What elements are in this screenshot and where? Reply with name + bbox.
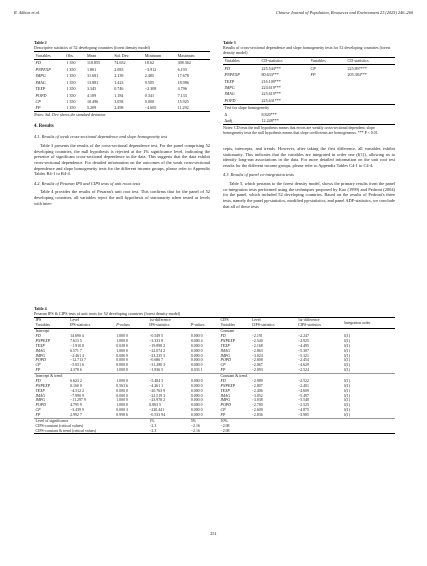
t4-cell: I(1)	[344, 363, 351, 368]
t2-cell: 10.496	[86, 99, 99, 105]
t4-cell: IMAG	[220, 393, 231, 398]
t4-ipsstat2-head: IPS-statistics	[148, 323, 190, 328]
t4-pval2-head: P-values	[189, 323, 219, 328]
t4-cell: −2.247	[297, 334, 309, 339]
t4-sig-value: −2.3	[148, 428, 190, 433]
t4-cell: 0.000 0	[190, 363, 203, 368]
t4-cell: I(1)	[344, 353, 351, 358]
subsection-4-1: 4.1. Results of weak cross-sectional dependence and slope homogeneity test	[34, 134, 168, 140]
t4-sig-label: Level of significance	[34, 418, 148, 423]
t4-cell: −4.609	[297, 388, 309, 393]
t4-cell: −2.524	[297, 368, 309, 373]
t4-cell: 1.000 0	[116, 403, 128, 408]
t3-cell	[346, 97, 395, 104]
table-row	[34, 105, 210, 112]
t4-sig-label: CIPS-constant (critical values)	[35, 423, 84, 428]
table2-note: Notes: Std. Dev. shows the standard deviation.	[34, 113, 107, 118]
t4-cell: −2.808	[251, 358, 263, 363]
t2-cell: 3.345	[86, 86, 97, 92]
t4-cell: −2.925	[297, 338, 309, 343]
t4-cell: 4.795 9	[70, 403, 82, 408]
t4-group-label: Constant	[220, 329, 235, 334]
t4-cell: 4.378 6	[70, 368, 82, 373]
t4-cell: FP	[220, 368, 226, 373]
t4-cell: 0.000 0	[190, 413, 203, 418]
t2-cell: 1 350	[66, 73, 76, 79]
t4-cell: −2.863	[251, 348, 263, 353]
t4-cell: −2.780	[251, 403, 263, 408]
t4-cell: −1.910 8	[70, 343, 84, 348]
t4-cell: IMPG	[35, 398, 46, 403]
t4-cell: −3.052	[251, 393, 263, 398]
t4-cell: −3.038	[251, 398, 263, 403]
t3-cell: 225.897***	[347, 65, 367, 71]
table2	[34, 51, 210, 112]
t4-cell: FD	[220, 378, 226, 383]
t4-cell: I(1)	[344, 403, 351, 408]
t4-cell: I(1)	[344, 393, 351, 398]
t2-col-header: Minimum	[143, 52, 176, 59]
t4-cell: 0.998 6	[116, 413, 128, 418]
t4-cell: I(1)	[344, 398, 351, 403]
t4-cell: PNPEXP	[220, 383, 235, 388]
t4-cell: FD	[220, 334, 226, 339]
t4-cell: 0.000 0	[190, 353, 203, 358]
t4-cell: IMAG	[220, 348, 231, 353]
table2-caption: Table 2	[34, 40, 47, 45]
t4-sig-value: 5%	[189, 418, 219, 423]
t4-cell: 0.000 0	[116, 393, 128, 398]
t2-cell: 1 350	[66, 86, 76, 92]
t4-variables2-head: Variables	[219, 323, 250, 328]
t3-cell: CP	[310, 65, 316, 71]
t4-cell: −2.609	[251, 408, 263, 413]
t2-cell: FD	[35, 60, 41, 66]
t2-col-header: Maximum	[176, 52, 210, 59]
table4-block	[34, 306, 395, 434]
t2-cell: 110.855	[86, 60, 101, 66]
t4-cell: −4.875	[297, 408, 309, 413]
t4-cell: −3.985	[297, 413, 309, 418]
t2-cell: 1 350	[65, 105, 86, 112]
t4-cell: 0.000 0	[190, 383, 203, 388]
table-row	[223, 118, 395, 125]
t2-cell: 3.058	[114, 99, 124, 105]
t4-cell: −12.713 7	[70, 358, 86, 363]
t4-pval-head: P-values	[115, 323, 148, 328]
t4-cell: 2.992 7	[70, 413, 82, 418]
table-row	[223, 65, 395, 72]
t4-cell: −4.629	[297, 363, 309, 368]
t4-sig-value: −2.3	[149, 423, 157, 428]
t4-cell: −23.978 2	[149, 398, 166, 403]
t4-cell: CP	[220, 408, 226, 413]
t2-cell: 1 350	[66, 79, 76, 85]
t4-cell: −4.261 1	[149, 383, 164, 388]
table-row	[34, 59, 210, 66]
t4-group-label: Constant & trend	[219, 373, 395, 378]
t4-cell: −4.495	[297, 343, 309, 348]
t2-cell: POPD	[35, 92, 47, 98]
t4-cell: 0.863 5	[149, 403, 161, 408]
t3-cell	[309, 97, 346, 104]
t3-slope-title: Test for slope homogeneity	[223, 104, 395, 111]
t4-cell: TEXP	[35, 343, 45, 348]
paragraph-4-1: Table 3 presents the results of the cross-sectional dependence test. For the panel comprising 52 developing countries, the null hypothesis is rejected at the 1% significance level, indicating the presence of significant cross-sectional dependence in the data. This suggests that the data exhibit cross-sectional dependence. For detailed information on the outcomes of the weak cross-sectional dependence and slope homogeneity tests for the different income groups, please refer to Appendix Tables B4-1 to B4-4.	[34, 143, 210, 177]
subsection-4-3: 4.3. Results of panel co-integration tests	[223, 172, 294, 178]
t3-cell: FP	[310, 72, 316, 78]
t4-cell: −20.763 9	[149, 388, 166, 393]
paragraph-4-2-cont: cepts, intercepts, and trends. However, after taking the first difference, all variables exhibit stationarity. This indicates that the variables are integrated in order one (I(1)), allowing us to identify long-run associations in the data. For more detailed information on the unit root test results for the different income groups, please refer to Appendix Tables C4-1 to C4-4.	[223, 145, 395, 168]
t4-cell: −2.093	[251, 368, 263, 373]
t4-cell: TEXP	[220, 343, 230, 348]
t4-cell: −2.067	[251, 363, 263, 368]
t4-cell: −23.235 3	[149, 353, 166, 358]
t4-cell: 0.000 0	[116, 358, 128, 363]
t2-cell: 308.362	[177, 60, 191, 66]
t4-cell: 0.000 3	[116, 408, 128, 413]
t4-cell: 0.000 0	[190, 393, 203, 398]
t2-cell: 15.925	[177, 99, 189, 105]
t2-cell: 18.62	[144, 60, 155, 66]
section-heading-results: 4. Results	[34, 124, 54, 130]
t4-variables-head: Variables	[34, 323, 69, 328]
header-journal: Chinese Journal of Population, Resources and Environment 23 (2025) 246–260	[275, 10, 413, 15]
t3-cell: 225.619***	[261, 91, 281, 97]
t4-cell: −2.461 4	[70, 353, 84, 358]
t4-cell: −2.540	[251, 338, 263, 343]
t4-cell: CP	[35, 408, 41, 413]
t2-col-header: Obs.	[65, 52, 86, 59]
t4-cell: −0.686 7	[149, 358, 164, 363]
t2-cell: 6.193	[177, 66, 187, 72]
t2-cell: 0.341	[144, 92, 155, 98]
t4-cell: FD	[35, 378, 41, 383]
t2-cell: IMPG	[35, 73, 46, 79]
t4-cell: 6.623 2	[70, 378, 82, 383]
t3-cell: 225.631***	[261, 97, 281, 103]
t4-cell: CP	[35, 363, 41, 368]
t4-cell: POPD	[220, 358, 231, 363]
t2-cell: IMAG	[35, 79, 46, 85]
t2-cell: 1 350	[66, 66, 76, 72]
t2-cell: 2.139	[114, 73, 124, 79]
t4-cell: IMAG	[35, 348, 46, 353]
t4-cell: −5.651 6	[70, 363, 84, 368]
t4-cell: 0.000 0	[190, 358, 203, 363]
t4-cell: 1.000 0	[116, 398, 128, 403]
t4-cell: 0.033 1	[190, 368, 203, 373]
t4-cell: IMPG	[220, 353, 231, 358]
t2-cell: 1 350	[66, 99, 76, 105]
t4-ipsstat-head: IPS-statistics	[69, 323, 115, 328]
t4-cell: I(1)	[344, 348, 351, 353]
t4-cell: 0.000 4	[190, 338, 203, 343]
t4-cell: FD	[35, 334, 41, 339]
t4-sig-label: CIPS-constant & trend (critical values)	[34, 428, 148, 433]
t4-level2-head: Level	[250, 318, 296, 323]
t4-cell: 1.000 0	[116, 338, 128, 343]
page-number: 251	[210, 531, 217, 536]
t3-cell: 205.384***	[347, 72, 367, 78]
t4-cell: I(1)	[344, 388, 351, 393]
t2-col-header: Variables	[34, 52, 65, 59]
t4-cell: 7.613 5	[70, 338, 82, 343]
t4-sig-value: 1%	[148, 418, 190, 423]
t2-cell: −3.912	[144, 66, 157, 72]
t4-sig-value: −2.08	[220, 423, 230, 428]
t4-cell: −5.497	[297, 393, 309, 398]
table-row	[34, 428, 395, 433]
t4-cell: 1.000 0	[116, 348, 128, 353]
t4-sig-value: −2.16	[189, 428, 219, 433]
t2-cell: 1 350	[66, 92, 76, 98]
t4-cell: −5.307	[297, 348, 309, 353]
subsection-4-2: 4.2. Results of Pesaran IPS and CIPS tests of unit roots tests	[34, 180, 141, 186]
t4-cell: IMAG	[35, 393, 46, 398]
t4-cell: −2.168	[251, 343, 263, 348]
t4-level-head: Level	[69, 318, 148, 323]
t4-cell: 1.000 0	[116, 378, 128, 383]
t3-cell: Δ	[224, 111, 228, 117]
t3-cell: 80.633***	[261, 72, 279, 78]
t4-cell: I(1)	[344, 378, 351, 383]
t4-cell: I(1)	[344, 413, 351, 418]
t4-cell: 0.563 6	[116, 383, 128, 388]
t4-sig-value: −2.16	[190, 423, 200, 428]
t4-cell: −0.549 5	[149, 334, 164, 339]
t2-cell: 11.292	[176, 105, 210, 112]
t2-cell: PNPEXP	[35, 66, 51, 72]
t4-cell: −3.333 8	[149, 338, 164, 343]
table3-caption: Table 3	[223, 40, 236, 45]
header-authors: R. Akhtar et al.	[14, 10, 41, 15]
t4-cell: 0.028 0	[116, 343, 128, 348]
t4-order-head: Integration order	[343, 318, 395, 329]
t4-cell: TEXP	[35, 388, 45, 393]
t2-cell: −4.605	[143, 105, 176, 112]
t4-cell: −0.533 94	[149, 413, 166, 418]
t4-cell: POPD	[35, 403, 46, 408]
t4-cell: I(1)	[344, 408, 351, 413]
t3-cell: POPD	[224, 97, 236, 103]
t4-cell: PNPEXP	[35, 338, 50, 343]
t4-cell: −5.548	[297, 398, 309, 403]
t4-cell: −3.439 9	[70, 408, 84, 413]
t4-cell: 0.000 0	[116, 363, 128, 368]
t4-cipsstat-head: CIPS-statistics	[250, 323, 296, 328]
t4-cell: −1.836 5	[149, 368, 164, 373]
paragraph-4-2: Table 4 provides the results of Pesaran's unit root test. This confirms that for the panel of 52 developing countries, all variables reject the null hypothesis of stationarity when tested at levels with inter-	[34, 189, 210, 206]
t2-cell: 9.505	[144, 79, 155, 85]
t2-cell: 4.796	[177, 86, 187, 92]
t2-cell: 1.423	[114, 79, 124, 85]
t4-cell: −2.191	[251, 334, 263, 339]
t4-cell: PNPEXP	[35, 383, 50, 388]
t4-cell: −2.454	[297, 358, 309, 363]
t2-cell: 2.485	[144, 73, 155, 79]
t2-cell: 7.133	[177, 92, 187, 98]
t4-cell: POPD	[220, 403, 231, 408]
t4-cell: −2.989	[251, 378, 263, 383]
t4-cell: −3.024	[251, 353, 263, 358]
t2-cell: 0.000	[144, 99, 155, 105]
t2-col-header: Std. Dev.	[113, 52, 144, 59]
t4-cell: 0.000 0	[190, 348, 203, 353]
t2-cell: 74.652	[114, 60, 126, 66]
t4-cell: IMPG	[220, 398, 231, 403]
t4-cell: TEXP	[220, 388, 230, 393]
t4-group-label: Intercept & trend	[34, 373, 219, 378]
t4-cell: −220.441	[149, 408, 165, 413]
t4-cell: I(1)	[344, 334, 351, 339]
t3-cell: 224.619***	[261, 84, 281, 90]
t4-cell: PNPEXP	[220, 338, 235, 343]
running-header	[14, 10, 413, 20]
t2-cell: 13.881	[86, 79, 99, 85]
t4-cell: I(1)	[344, 338, 351, 343]
t2-cell: −2.308	[144, 86, 157, 92]
t4-cell: 6.571 7	[70, 348, 82, 353]
t3-cell: Δadj	[223, 118, 260, 125]
t4-cell: −7.990 9	[70, 393, 84, 398]
t3-col-header: Variables	[309, 57, 346, 64]
t4-ips-head: IPS	[34, 318, 69, 323]
t4-cell: 0.000 0	[190, 343, 203, 348]
t4-cell: −2.522	[297, 378, 309, 383]
t4-firstdiff-head: 1st-difference	[148, 318, 219, 323]
t4-cell: −2.807	[251, 383, 263, 388]
table3-note: Notes: CD tests the null hypothesis means that errors are weakly cross-sectional dependent; slope homogeneity tests the null hypothesis means that slope coefficients are homogeneous. *** P < 0.01.	[223, 125, 379, 135]
t4-cell: I(1)	[344, 368, 351, 373]
t4-sig-value: −2.08	[219, 428, 250, 433]
table3-title: Results of cross-sectional dependence and slope homogeneity tests for 52 developing countries (forest density model)	[223, 45, 391, 56]
t4-cell: 0.000 0	[116, 388, 128, 393]
t4-cell: −2.525	[297, 403, 309, 408]
t3-cell: TEXP	[224, 78, 235, 84]
t4-cell: −2.836	[251, 413, 263, 418]
t4-cell: CP	[220, 363, 226, 368]
t4-group-label: Intercept	[35, 329, 50, 334]
t2-cell: 2.498	[113, 105, 144, 112]
table4	[34, 317, 395, 434]
t4-cell: −19.898 2	[149, 343, 166, 348]
t4-cell: IMPG	[35, 353, 46, 358]
t3-cell: 8.820***	[261, 111, 277, 117]
table-row	[223, 104, 395, 111]
t3-cell: 216.109***	[261, 78, 281, 84]
t4-cell: −22.074 2	[149, 348, 166, 353]
t4-cell: −31.280 3	[149, 363, 166, 368]
t2-cell: 17.678	[177, 73, 189, 79]
t4-cell: −4.512 2	[70, 388, 84, 393]
t3-cell: IMAG	[224, 91, 235, 97]
t4-sig-value: 10%	[219, 418, 250, 423]
t4-cell: 0.000 0	[190, 334, 203, 339]
t4-cell: I(1)	[344, 358, 351, 363]
table2-title: Descriptive statistics of 52 developing countries (forest density model)	[34, 45, 150, 51]
t3-cell: 12.248***	[260, 118, 309, 125]
t3-col-header: Variables	[223, 57, 260, 64]
t4-cell: FP	[35, 368, 41, 373]
t4-cell: FP	[35, 413, 41, 418]
t3-cell: 225.544***	[261, 65, 281, 71]
t2-col-header: Mean	[85, 52, 112, 59]
t4-cipsstat2-head: CIPS-statistics	[296, 323, 342, 328]
t4-cips-head: CIPS	[219, 318, 250, 323]
t4-cell: 0.000 0	[190, 388, 203, 393]
t4-cell: 0.000 0	[190, 408, 203, 413]
t4-cell: I(1)	[344, 343, 351, 348]
t2-cell: CP	[35, 99, 41, 105]
t2-cell: 1.861	[86, 66, 97, 72]
t4-cell: I(1)	[344, 383, 351, 388]
t4-cell: −2.406	[251, 388, 263, 393]
t2-cell: 18.986	[177, 79, 189, 85]
t4-cell: 0.160 0	[70, 383, 82, 388]
table4-caption: Table 4	[34, 306, 47, 311]
t2-cell: 5.209	[85, 105, 112, 112]
t2-cell: FP	[34, 105, 65, 112]
t4-cell: 0.000 0	[190, 378, 203, 383]
t4-cell: 0.000 0	[190, 403, 203, 408]
t4-cell: 1.000 0	[116, 334, 128, 339]
t4-cell: −2.401	[297, 383, 309, 388]
paragraph-4-3: Table 5, which pertains to the forest density model, shows the primary results from the panel co-integration tests performed using the techniques proposed by Kao (1999) and Pedroni (2004) for the panel, which included 52 developing countries. Based on the results of Pedroni's three tests, namely the panel pp-statistics, modified pp-statistics, and panel ADF-statistics, we conclude that all of these tests	[223, 181, 395, 209]
right-column	[223, 40, 395, 211]
t4-cell: −11.297 9	[70, 398, 86, 403]
t2-cell: 2.083	[114, 66, 124, 72]
t3-cell: FD	[224, 65, 230, 71]
t2-cell: 1.184	[114, 92, 124, 98]
t4-cell: FP	[220, 413, 226, 418]
t2-cell: 1 350	[66, 60, 76, 66]
t4-cell: POPD	[35, 358, 46, 363]
table4-title: Pesaran IPS & CIPS tests of unit roots for 52 developing countries (forest density model)	[34, 311, 181, 316]
t4-cell: 1.000 0	[116, 368, 128, 373]
t3-col-header: CD-statistics	[260, 57, 309, 64]
t2-cell: TEXP	[35, 86, 46, 92]
t2-cell: 0.746	[114, 86, 124, 92]
t3-cell: IMPG	[224, 84, 235, 90]
table-row	[223, 97, 395, 104]
left-column	[34, 40, 210, 208]
t4-firstdiff2-head: 1st-difference	[296, 318, 342, 323]
t4-cell: 0.006 9	[116, 353, 128, 358]
table3	[223, 57, 395, 125]
t3-cell: PNPEXP	[224, 72, 240, 78]
t4-cell: 14.690 4	[70, 334, 84, 339]
t4-cell: −5.484 3	[149, 378, 164, 383]
t4-cell: 0.000 0	[190, 398, 203, 403]
t3-col-header: CD-statistics	[346, 57, 395, 64]
t4-cell: −5.321	[297, 353, 309, 358]
t4-cell: −22.519 3	[149, 393, 166, 398]
t2-cell: 31.681	[86, 73, 99, 79]
t2-cell: 4.109	[86, 92, 97, 98]
